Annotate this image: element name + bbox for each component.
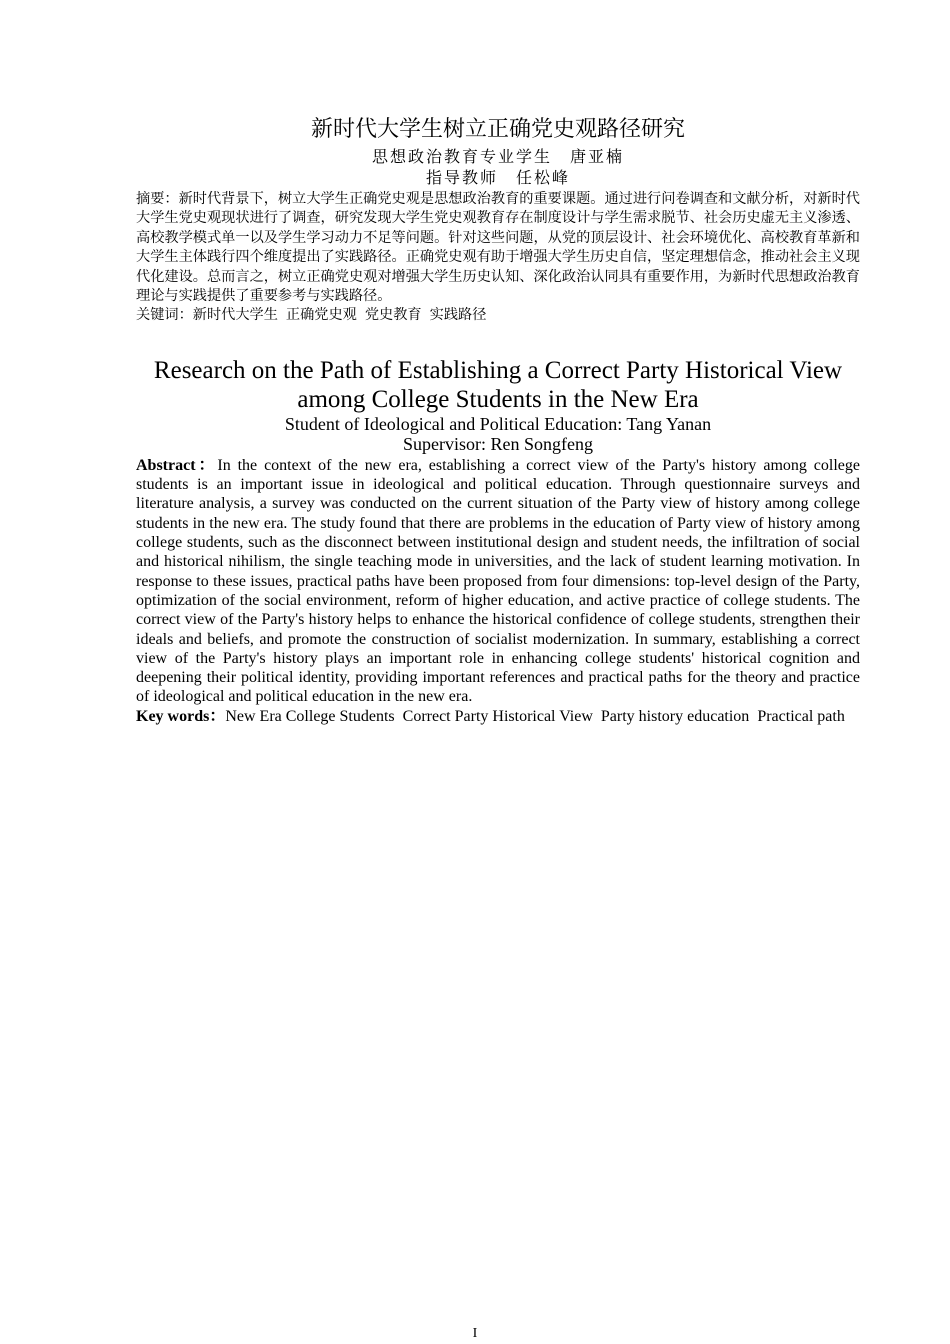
chinese-keywords-label: 关键词： (136, 307, 193, 324)
chinese-keyword: 党史教育 (364, 307, 422, 324)
english-keyword: Correct Party Historical View (402, 707, 593, 725)
english-abstract-label: Abstract： (136, 456, 218, 474)
chinese-keyword: 实践路径 (429, 307, 487, 324)
english-keywords-label: Key words： (136, 707, 226, 725)
document-page (136, 114, 860, 726)
english-keywords (136, 707, 860, 726)
chinese-keyword: 新时代大学生 (192, 307, 278, 324)
english-keyword: New Era College Students (225, 707, 395, 725)
english-title: Research on the Path of Establishing a Correct Party Historical View among College Students in the New Era (153, 356, 843, 413)
chinese-keyword: 正确党史观 (285, 307, 357, 324)
chinese-author-line: 思想政治教育专业学生 唐亚楠 (371, 147, 624, 166)
english-keyword: Party history education (600, 707, 750, 725)
chinese-title: 新时代大学生树立正确党史观路径研究 (310, 117, 685, 142)
english-supervisor-line: Supervisor: Ren Songfeng (403, 433, 593, 454)
english-abstract-text: In the context of the new era, establishing a correct view of the Party's history among college students is an important issue in ideological and political education. Through questionnaire surveys and literature analysis, a survey was conducted on the current situation of the Party view of history among college students in the new era. The study found that there are problems in the education of Party view of history among college students, such as the disconnect between institutional design and student needs, the infiltration of social and historical nihilism, the single teaching mode in universities, and the lack of student learning motivation. In response to these issues, practical paths have been proposed from four dimensions: top-level design of the Party, optimization of the social environment, reform of higher education, and active practice of college students. The correct view of the Party's history helps to enhance the historical confidence of college students, strengthen their ideals and beliefs, and promote the construction of socialist modernization. In summary, establishing a correct view of the Party's history plays an important role in enhancing college students' historical cognition and deepening their political identity, providing important references and practical paths for the theory and practice of ideological and political education in the new era. (136, 456, 860, 706)
chinese-supervisor-line: 指导教师 任松峰 (425, 168, 570, 187)
chinese-abstract (136, 190, 860, 306)
english-keyword: Practical path (757, 707, 845, 725)
english-author-line: Student of Ideological and Political Education: Tang Yanan (284, 413, 712, 434)
chinese-abstract-label: 摘要： (136, 191, 179, 207)
page-number: I (472, 1326, 478, 1341)
chinese-abstract-text: 新时代背景下，树立大学生正确党史观是思想政治教育的重要课题。通过进行问卷调查和文献分析，对新时代大学生党史观现状进行了调查，研究发现大学生党史观教育存在制度设计与学生需求脱节、社会历史虚无主义渗透、高校教学模式单一以及学生学习动力不足等问题。针对这些问题，从党的顶层设计、社会环境优化、高校教育革新和大学生主体践行四个维度提出了实践路径。正确党史观有助于增强大学生历史自信，坚定理想信念，推动社会主义现代化建设。总而言之，树立正确党史观对增强大学生历史认知、深化政治认同具有重要作用，为新时代思想政治教育理论与实践提供了重要参考与实践路径。 (136, 191, 860, 305)
chinese-keywords (136, 306, 860, 325)
english-abstract (136, 456, 860, 707)
